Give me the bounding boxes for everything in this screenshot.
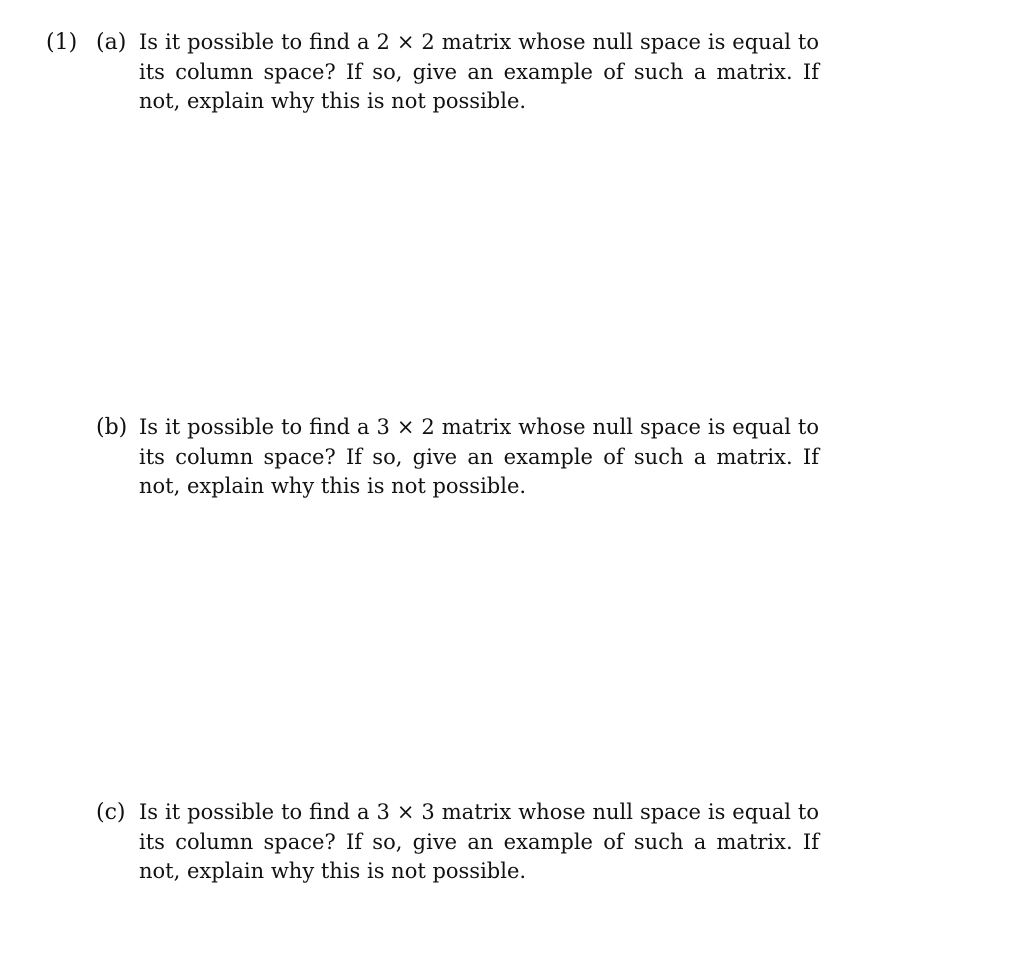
problem-number: (1): [46, 30, 78, 55]
part-b-question: [139, 413, 819, 502]
part-a-question: [139, 28, 819, 117]
part-a-label: (a): [96, 30, 127, 55]
part-b-line-2: its column space? If so, give an example of such a matrix. If: [139, 444, 819, 469]
part-b-label: (b): [96, 415, 128, 440]
part-a-line-2: its column space? If so, give an example of such a matrix. If: [139, 59, 819, 84]
part-c-label: (c): [96, 800, 126, 825]
part-a-line-1: Is it possible to find a 2 × 2 matrix whose null space is equal to: [139, 30, 819, 54]
part-b-line-1: Is it possible to find a 3 × 2 matrix whose null space is equal to: [139, 415, 819, 439]
part-a-line-3: not, explain why this is not possible.: [139, 89, 527, 113]
part-b-line-3: not, explain why this is not possible.: [139, 474, 527, 498]
part-c-line-2: its column space? If so, give an example of such a matrix. If: [139, 829, 819, 854]
part-c-line-1: Is it possible to find a 3 × 3 matrix whose null space is equal to: [139, 800, 819, 824]
part-c-line-3: not, explain why this is not possible.: [139, 859, 527, 883]
part-c-question: [139, 798, 819, 887]
